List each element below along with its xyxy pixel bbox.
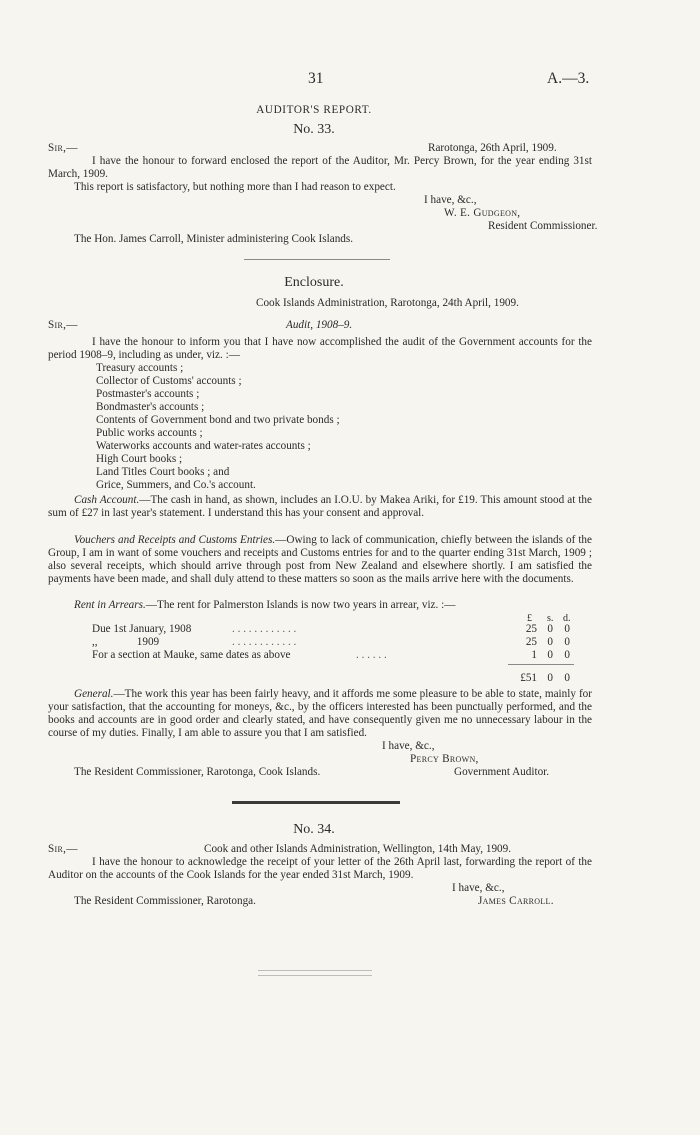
place-date: Cook and other Islands Administration, Wellington, 14th May, 1909. [204,843,512,855]
salutation: Sir,— [48,142,78,154]
section-heading: General. [74,688,114,700]
end-rule [258,970,372,971]
signer-title: Government Auditor. [454,766,550,778]
section-divider [232,801,400,804]
addressee: The Resident Commissioner, Rarotonga, Cook Islands. [74,766,321,778]
amount-pounds: 25 [525,636,537,648]
total-pence: 0 [564,672,570,684]
audited-accounts-list [96,362,340,492]
total-rule [508,664,574,665]
section-text: —The work this year has been fairly heavy, and it affords me some pleasure to be able to state, mainly for your satisfaction, that the accounting for moneys, &c., by the officers interested has been punctually performed, and the books and accounts are in good order and clearly stated, and have consequently given me no unnecessary labour in the course of my duties. Finally, I am able to assure you that I am satisfied. [48,688,592,739]
list-item: Postmaster's accounts ; [96,388,200,400]
signer-name: W. E. Gudgeon, [444,207,521,219]
total-pounds: £51 [520,672,537,684]
cash-account-paragraph [48,494,592,520]
section-text: —Owing to lack of communication, chiefly between the islands of the Group, I am in want of some vouchers and receipts and Customs entries for and to the quarter ending 31st March, 1909 ; also several receipts, which should arrive through post from New Zealand and elsewhere shortly. I am satisfied the payments have been made, and shall duly attend to these matters so soon as the mails arrive here with the documents. [48,534,592,585]
letter-number-34: No. 34. [293,822,335,837]
signer-name: Percy Brown, [410,753,479,765]
salutation: Sir,— [48,843,78,855]
place-date: Cook Islands Administration, Rarotonga, 24th April, 1909. [256,297,519,309]
report-paragraph: This report is satisfactory, but nothing more than I had reason to expect. [74,181,396,193]
leader-dots: . . . . . . . . . . . . [232,623,297,635]
list-item: Waterworks accounts and water-rates accounts ; [96,440,311,452]
table-row-label: Due 1st January, 1908 [92,623,192,635]
vouchers-paragraph [48,534,592,586]
report-title: AUDITOR'S REPORT. [256,104,372,116]
total-shillings: 0 [547,672,553,684]
enclosure-title: Enclosure. [284,275,344,290]
rent-paragraph [48,599,592,612]
money-head-shillings: s. [547,613,554,624]
table-row-label: ,, 1909 [92,636,160,648]
leader-dots: . . . . . . [356,649,387,661]
closing: I have, &c., [452,882,505,894]
addressee: The Resident Commissioner, Rarotonga. [74,895,256,907]
table-row-label: For a section at Mauke, same dates as above [92,649,291,661]
divider [244,259,390,260]
addressee: The Hon. James Carroll, Minister administering Cook Islands. [74,233,354,245]
amount-pence: 0 [564,649,570,661]
end-rule [258,975,372,976]
list-item: Grice, Summers, and Co.'s account. [96,479,256,491]
amount-shillings: 0 [547,649,553,661]
list-item: Bondmaster's accounts ; [96,401,205,413]
signer-title: Resident Commissioner. [488,220,598,232]
report-paragraph: I have the honour to forward enclosed the report of the Auditor, Mr. Percy Brown, for the year ending 31st March, 1909. [48,155,592,180]
enclosure-intro: I have the honour to inform you that I have now accomplished the audit of the Government accounts for the period 1908–9, including as under, viz. :— [48,336,592,361]
list-item: Land Titles Court books ; and [96,466,230,478]
subject: Audit, 1908–9. [286,319,353,331]
closing: I have, &c., [382,740,435,752]
amount-pounds: 25 [525,623,537,635]
amount-pence: 0 [564,636,570,648]
amount-shillings: 0 [547,623,553,635]
section-text: —The cash in hand, as shown, includes an I.O.U. by Makea Ariki, for £19. This amount stood at the sum of £27 in last year's statement. I understand this has your consent and approval. [48,494,592,519]
section-text: —The rent for Palmerston Islands is now two years in arrear, viz. :— [145,599,456,611]
closing: I have, &c., [424,194,477,206]
money-head-pounds: £ [527,613,532,624]
list-item: Contents of Government bond and two private bonds ; [96,414,340,426]
salutation: Sir,— [48,319,78,331]
amount-pounds: 1 [531,649,537,661]
section-heading: Rent in Arrears. [74,599,146,611]
place-date: Rarotonga, 26th April, 1909. [428,142,557,154]
list-item: High Court books ; [96,453,183,465]
section-heading: Cash Account. [74,494,140,506]
letter-paragraph: I have the honour to acknowledge the receipt of your letter of the 26th April last, forwarding the report of the Auditor on the accounts of the Cook Islands for the year ended 31st March, 1909. [48,856,592,881]
signer-name: James Carroll. [478,895,554,907]
letter-number-33: No. 33. [293,122,335,137]
amount-pence: 0 [564,623,570,635]
general-paragraph [48,688,592,740]
section-heading: Vouchers and Receipts and Customs Entries. [74,534,276,546]
leader-dots: . . . . . . . . . . . . [232,636,297,648]
list-item: Treasury accounts ; [96,362,184,374]
money-head-pence: d. [563,613,571,624]
list-item: Collector of Customs' accounts ; [96,375,242,387]
list-item: Public works accounts ; [96,427,203,439]
amount-shillings: 0 [547,636,553,648]
page-number: 31 [308,70,324,87]
document-reference: A.—3. [547,70,590,87]
